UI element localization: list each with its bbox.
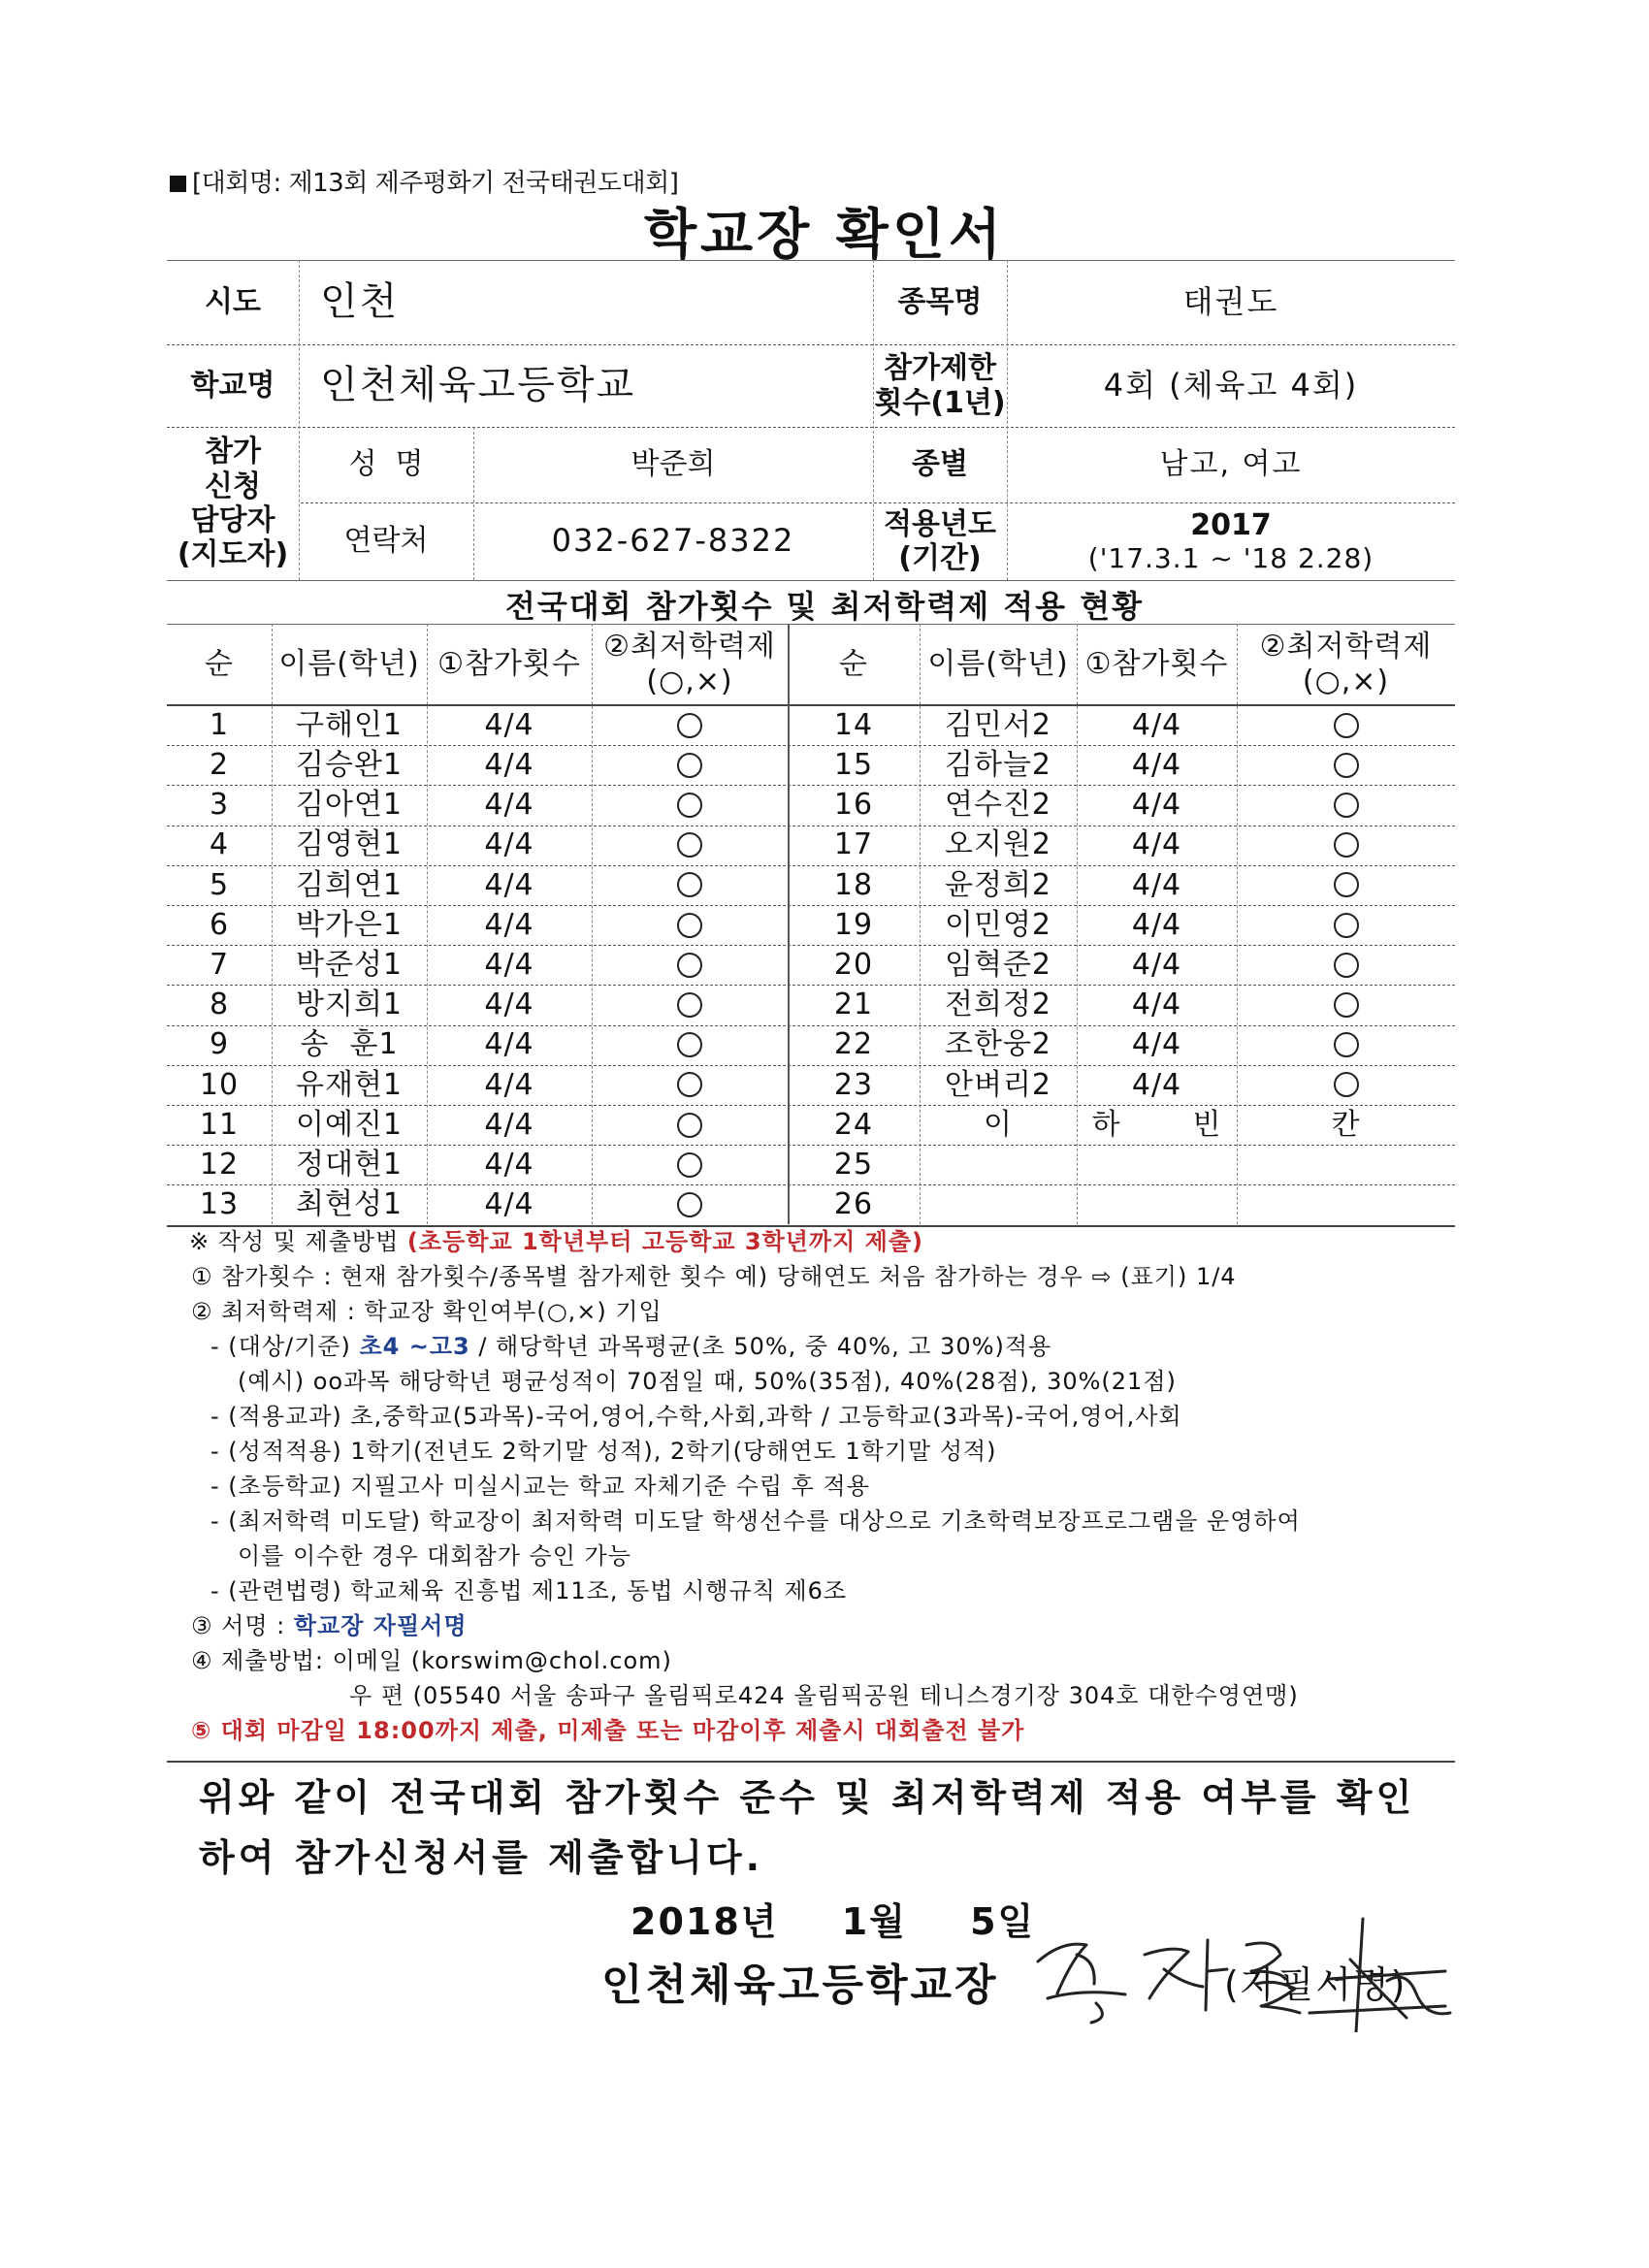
contact-value: 032-627-8322 xyxy=(551,522,795,560)
document-title: 학교장 확인서 xyxy=(643,204,1006,267)
row-name: 이민영2 xyxy=(944,907,1052,942)
declaration-line2: 하여 참가신청서를 제출합니다. xyxy=(199,1836,764,1879)
row-name: 김승완1 xyxy=(295,748,404,783)
circle-mark-icon xyxy=(677,1192,702,1217)
row-count: 4/4 xyxy=(1131,907,1182,942)
row-number: 17 xyxy=(833,827,874,862)
divider xyxy=(167,580,1455,581)
circle-mark-icon xyxy=(1334,1072,1359,1097)
row-divider xyxy=(167,1025,1455,1026)
circle-mark-icon xyxy=(677,1113,702,1138)
sido-value: 인천 xyxy=(320,278,400,324)
gender-label: 종별 xyxy=(912,447,968,482)
note-2e: - (초등학교) 지필고사 미실시교는 학교 자체기준 수립 후 적용 xyxy=(210,1473,870,1500)
row-min-status xyxy=(1237,945,1455,985)
row-name: 김아연1 xyxy=(295,788,404,823)
row-number: 9 xyxy=(209,1027,230,1062)
manager-label-line: (지도자) xyxy=(177,537,289,572)
row-name: 김하늘2 xyxy=(944,748,1052,783)
row-name: 이 xyxy=(984,1107,1013,1142)
row-count: 4/4 xyxy=(1131,1027,1182,1062)
header-count-left: ①참가횟수 xyxy=(437,646,581,681)
limit-label-line1: 참가제한 xyxy=(884,351,996,386)
header-min-left xyxy=(592,624,788,704)
note-3-prefix: ③ 서명 : xyxy=(191,1612,294,1639)
divider xyxy=(167,1761,1455,1763)
circle-mark-icon xyxy=(1334,872,1359,897)
year-value-text: 2017 xyxy=(1190,507,1272,542)
header-min-line2: (○,×) xyxy=(1302,664,1390,698)
header-min-line2: (○,×) xyxy=(646,664,733,698)
row-number: 11 xyxy=(199,1107,240,1142)
row-number: 18 xyxy=(833,867,874,902)
row-count: 4/4 xyxy=(484,1027,534,1062)
row-min-status xyxy=(592,865,788,905)
row-name: 유재현1 xyxy=(295,1067,404,1102)
period-value-text: ('17.3.1 ~ '18 2.28) xyxy=(1087,542,1374,575)
row-name: 연수진2 xyxy=(944,788,1052,823)
circle-mark-icon xyxy=(677,872,702,897)
row-count: 4/4 xyxy=(1131,948,1182,983)
declaration-line1: 위와 같이 전국대회 참가횟수 준수 및 최저학력제 적용 여부를 확인 xyxy=(199,1776,1416,1819)
row-number: 24 xyxy=(833,1107,874,1142)
row-name: 조한웅2 xyxy=(944,1027,1052,1062)
row-name xyxy=(920,1145,1077,1184)
circle-mark-icon xyxy=(677,953,702,978)
row-min-status xyxy=(1237,1025,1455,1065)
limit-label-line2: 횟수(1년) xyxy=(874,385,1006,420)
circle-mark-icon xyxy=(677,1152,702,1178)
circle-mark-icon xyxy=(1334,913,1359,938)
row-number: 23 xyxy=(833,1067,874,1102)
header-name-right: 이름(학년) xyxy=(927,646,1069,681)
event-value: 태권도 xyxy=(1182,282,1279,320)
circle-mark-icon xyxy=(677,1032,702,1057)
row-min-status xyxy=(1237,745,1455,785)
circle-mark-icon xyxy=(677,753,702,778)
date-year: 2018년 xyxy=(630,1900,779,1943)
row-count: 4/4 xyxy=(484,1148,534,1183)
row-number: 8 xyxy=(209,988,230,1022)
row-name: 김민서2 xyxy=(944,707,1052,742)
note-2a-suffix: / 해당학년 과목평균(초 50%, 중 40%, 고 30%)적용 xyxy=(469,1333,1052,1360)
row-name: 최현성1 xyxy=(295,1187,404,1222)
note-2h: - (관련법령) 학교체육 진흥법 제11조, 동법 시행규칙 제6조 xyxy=(210,1577,848,1604)
note-2: ② 최저학력제 : 학교장 확인여부(○,×) 기입 xyxy=(191,1298,663,1325)
row-count: 4/4 xyxy=(484,827,534,862)
row-number: 21 xyxy=(833,988,874,1022)
row-name: 전희정2 xyxy=(944,988,1052,1022)
row-number: 26 xyxy=(833,1187,874,1222)
row-count: 하 빈 xyxy=(1091,1107,1222,1142)
row-count: 4/4 xyxy=(484,1187,534,1222)
note-1: ① 참가횟수 : 현재 참가횟수/종목별 참가제한 횟수 예) 당해연도 처음 참가하는 경우 ⇨ (표기) 1/4 xyxy=(191,1263,1237,1290)
row-divider xyxy=(167,945,1455,946)
row-count: 4/4 xyxy=(484,948,534,983)
row-min-status xyxy=(592,1105,788,1145)
row-number: 3 xyxy=(209,788,230,823)
row-name: 정대현1 xyxy=(295,1148,404,1183)
row-min-status xyxy=(592,785,788,825)
row-count: 4/4 xyxy=(1131,707,1182,742)
circle-mark-icon xyxy=(1334,953,1359,978)
circle-mark-icon xyxy=(677,832,702,858)
row-count: 4/4 xyxy=(1131,1067,1182,1102)
manager-label-line: 참가 xyxy=(205,435,261,470)
row-min-status xyxy=(1237,1184,1455,1224)
signature-label: (자필서명) xyxy=(1224,1963,1407,2006)
circle-mark-icon xyxy=(1334,713,1359,738)
note-2f: - (최저학력 미도달) 학교장이 최저학력 미도달 학생선수를 대상으로 기초학력보장프로그램을 운영하여 xyxy=(210,1507,1301,1535)
limit-label xyxy=(873,344,1007,427)
circle-mark-icon xyxy=(1334,793,1359,818)
note-5: ⑤ 대회 마감일 18:00까지 제출, 미제출 또는 마감이후 제출시 대회출전 불가 xyxy=(191,1717,1025,1744)
row-divider xyxy=(167,985,1455,986)
row-number: 13 xyxy=(199,1187,240,1222)
row-divider xyxy=(167,1105,1455,1106)
name-label: 성 명 xyxy=(348,447,424,482)
row-min-status xyxy=(1237,985,1455,1024)
row-min-status xyxy=(1237,785,1455,825)
school-label: 학교명 xyxy=(190,368,275,403)
manager-label xyxy=(167,427,299,580)
header-no-right: 순 xyxy=(839,646,868,681)
header-min-line1: ②최저학력제 xyxy=(1259,630,1433,664)
row-number: 25 xyxy=(833,1148,874,1183)
date-month: 1월 xyxy=(841,1900,907,1943)
note-method xyxy=(189,1224,1479,1259)
row-divider xyxy=(167,745,1455,746)
circle-mark-icon xyxy=(677,992,702,1018)
circle-mark-icon xyxy=(1334,1032,1359,1057)
row-divider xyxy=(167,865,1455,866)
row-name: 임혁준2 xyxy=(944,948,1052,983)
event-label: 종목명 xyxy=(897,284,983,319)
manager-label-line: 신청 xyxy=(205,469,261,503)
row-divider xyxy=(167,1145,1455,1146)
row-min-status xyxy=(592,1184,788,1224)
circle-mark-icon xyxy=(677,1072,702,1097)
note-3-highlight: 학교장 자필서명 xyxy=(293,1612,468,1639)
note-2a xyxy=(189,1329,1479,1364)
row-number: 19 xyxy=(833,907,874,942)
row-min-status xyxy=(1237,826,1455,865)
row-name: 안벼리2 xyxy=(944,1067,1052,1102)
circle-mark-icon xyxy=(1334,753,1359,778)
year-label xyxy=(873,502,1007,580)
year-label-line2: (기간) xyxy=(898,541,982,575)
row-count: 4/4 xyxy=(484,748,534,783)
row-divider xyxy=(167,785,1455,786)
row-name: 김영현1 xyxy=(295,827,404,862)
row-name: 이예진1 xyxy=(295,1107,404,1142)
note-2c: - (적용교과) 초,중학교(5과목)-국어,영어,수학,사회,과학 / 고등학교(3과목)-국어,영어,사회 xyxy=(210,1403,1182,1430)
circle-mark-icon xyxy=(677,713,702,738)
row-min-status xyxy=(592,905,788,945)
row-min-status xyxy=(592,745,788,785)
date xyxy=(630,1892,1035,1945)
note-4[interactable]: ④ 제출방법: 이메일 (korswim@chol.com) xyxy=(191,1647,672,1674)
row-min-status xyxy=(1237,1145,1455,1184)
row-min-status xyxy=(592,826,788,865)
row-min-status xyxy=(1237,705,1455,745)
note-2a-prefix: - (대상/기준) xyxy=(210,1333,360,1360)
note-2b: (예시) oo과목 해당학년 평균성적이 70점일 때, 50%(35점), 40%(28점), 30%(21점) xyxy=(238,1368,1177,1395)
note-2d: - (성적적용) 1학기(전년도 2학기말 성적), 2학기(당해연도 1학기말 성적) xyxy=(210,1438,997,1465)
school-principal: 인천체육고등학교장 xyxy=(601,1960,999,2010)
row-number: 20 xyxy=(833,948,874,983)
note-2g: 이를 이수한 경우 대회참가 승인 가능 xyxy=(238,1542,631,1570)
row-number: 22 xyxy=(833,1027,874,1062)
limit-value: 4회 (체육고 4회) xyxy=(1103,366,1359,404)
row-count: 4/4 xyxy=(1131,988,1182,1022)
row-name: 박준성1 xyxy=(295,948,404,983)
row-divider xyxy=(167,1184,1455,1185)
row-count xyxy=(1077,1184,1237,1224)
row-min-status: 칸 xyxy=(1331,1107,1361,1142)
row-count: 4/4 xyxy=(484,1107,534,1142)
row-name: 윤정희2 xyxy=(944,867,1052,902)
row-count: 4/4 xyxy=(1131,827,1182,862)
row-number: 2 xyxy=(209,748,230,783)
circle-mark-icon xyxy=(1334,992,1359,1018)
competition-text: [대회명: 제13회 제주평화기 전국태권도대회] xyxy=(192,169,679,198)
row-number: 16 xyxy=(833,788,874,823)
header-min-line1: ②최저학력제 xyxy=(603,630,776,664)
row-count: 4/4 xyxy=(1131,748,1182,783)
circle-mark-icon xyxy=(677,793,702,818)
header-min-right xyxy=(1237,624,1455,704)
row-number: 7 xyxy=(209,948,230,983)
row-count: 4/4 xyxy=(484,907,534,942)
row-name: 방지희1 xyxy=(295,988,404,1022)
row-count: 4/4 xyxy=(1131,788,1182,823)
header-no-left: 순 xyxy=(205,646,234,681)
handwritten-signature xyxy=(1018,1901,1455,2032)
row-count: 4/4 xyxy=(1131,867,1182,902)
contact-label: 연락처 xyxy=(343,524,429,559)
row-name: 오지원2 xyxy=(944,827,1052,862)
row-count xyxy=(1077,1145,1237,1184)
table-subtitle: 전국대회 참가횟수 및 최저학력제 적용 현황 xyxy=(504,588,1145,625)
row-count: 4/4 xyxy=(484,1067,534,1102)
square-bullet-icon xyxy=(170,176,186,192)
note-4b: 우 편 (05540 서울 송파구 올림픽로424 올림픽공원 테니스경기장 304호 대한수영연맹) xyxy=(349,1682,1299,1709)
row-min-status xyxy=(1237,865,1455,905)
row-count: 4/4 xyxy=(484,867,534,902)
row-name: 김희연1 xyxy=(295,867,404,902)
circle-mark-icon xyxy=(1334,832,1359,858)
name-value: 박준희 xyxy=(630,447,716,482)
note-method-prefix: ※ 작성 및 제출방법 xyxy=(189,1228,407,1255)
header-count-right: ①참가횟수 xyxy=(1084,646,1229,681)
row-number: 14 xyxy=(833,707,874,742)
row-count: 4/4 xyxy=(484,788,534,823)
year-value xyxy=(1007,502,1455,580)
note-method-red: (초등학교 1학년부터 고등학교 3학년까지 제출) xyxy=(406,1228,923,1255)
row-number: 1 xyxy=(209,707,230,742)
row-min-status xyxy=(592,1065,788,1105)
row-count: 4/4 xyxy=(484,707,534,742)
sido-label: 시도 xyxy=(205,284,261,319)
row-name: 박가은1 xyxy=(295,907,404,942)
row-min-status xyxy=(592,705,788,745)
school-value: 인천체육고등학교 xyxy=(320,362,636,407)
row-min-status xyxy=(592,945,788,985)
row-min-status xyxy=(1237,905,1455,945)
note-3 xyxy=(189,1608,1479,1643)
row-number: 10 xyxy=(199,1067,240,1102)
row-number: 4 xyxy=(209,827,230,862)
row-name xyxy=(920,1184,1077,1224)
row-min-status xyxy=(1237,1065,1455,1105)
row-name: 구해인1 xyxy=(295,707,404,742)
date-day: 5일 xyxy=(970,1900,1036,1943)
gender-value: 남고, 여고 xyxy=(1159,447,1303,482)
notes xyxy=(189,1224,1479,1748)
row-min-status xyxy=(592,1025,788,1065)
circle-mark-icon xyxy=(677,913,702,938)
header-name-left: 이름(학년) xyxy=(278,646,420,681)
row-min-status xyxy=(592,985,788,1024)
year-label-line1: 적용년도 xyxy=(884,506,996,541)
row-number: 6 xyxy=(209,907,230,942)
note-2a-highlight: 초4 ~고3 xyxy=(359,1333,470,1360)
row-divider xyxy=(167,1065,1455,1066)
manager-label-line: 담당자 xyxy=(190,503,275,537)
row-number: 5 xyxy=(209,867,230,902)
row-number: 15 xyxy=(833,748,874,783)
row-min-status xyxy=(592,1145,788,1184)
row-count: 4/4 xyxy=(484,988,534,1022)
row-divider xyxy=(167,905,1455,906)
row-name: 송 훈1 xyxy=(300,1027,399,1062)
row-number: 12 xyxy=(199,1148,240,1183)
